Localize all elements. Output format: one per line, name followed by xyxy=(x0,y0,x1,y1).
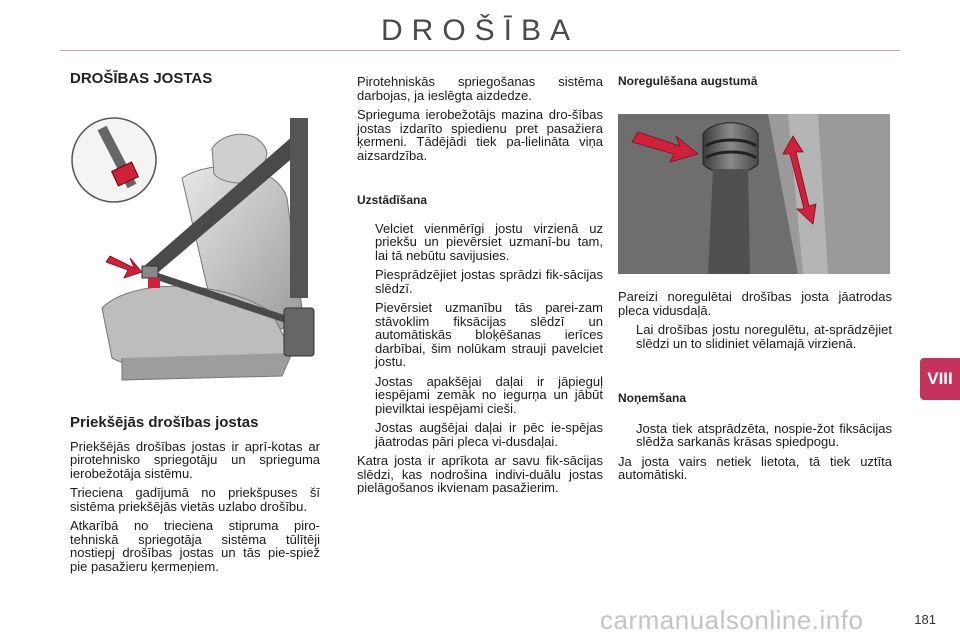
paragraph: Trieciena gadījumā no priekšpuses šī sistēma priekšējās vietās uzlabo drošību. xyxy=(70,485,320,514)
list-item: Piesprādzējiet jostas sprādzi fik-sācijas slēdzī. xyxy=(375,267,603,296)
middle-column xyxy=(357,75,603,501)
watermark: carmanualsonline.info xyxy=(600,605,864,635)
heading-height-adjustment: Noregulēšana augstumā xyxy=(618,74,758,88)
right-column-text xyxy=(618,290,892,488)
page-number: 181 xyxy=(914,612,936,627)
chapter-tab[interactable]: VIII xyxy=(920,358,960,400)
section-title: DROŠĪBAS JOSTAS xyxy=(70,70,213,87)
seat-illustration xyxy=(62,108,332,408)
paragraph: Priekšējās drošības jostas ir aprī-kotas ar pirotehnisko spriegotāju un sprieguma ierobežotāja sistēmu. xyxy=(70,438,320,481)
heading-removal: Noņemšana xyxy=(618,391,687,405)
paragraph: Ja josta vairs netiek lietota, tā tiek uztīta automātiski. xyxy=(618,453,892,482)
list-item: Lai drošības jostu noregulētu, at-sprādzējiet slēdzi un to slidiniet vēlamajā virzienā. xyxy=(636,322,892,351)
list-item: Velciet vienmērīgi jostu virzienā uz priekšu un pievērsiet uzmanī-bu tam, lai tā nebūtu savijusies. xyxy=(375,220,603,263)
page-title: DROŠĪBA xyxy=(380,14,580,47)
right-column-top xyxy=(618,75,892,89)
installation-list xyxy=(357,222,603,449)
list-item: Jostas augšējai daļai ir pēc ie-spējas jāatrodas pāri pleca vi-dusdaļai. xyxy=(375,420,603,449)
paragraph: Katra josta ir aprīkota ar savu fik-sācijas slēdzi, kas nodrošina indivi-duālu jostas pielāgošanos ikvienam pasažierim. xyxy=(357,453,603,495)
list-item: Josta tiek atsprādzēta, nospie-žot fiksācijas slēdža sarkanās krāsas spiedpogu. xyxy=(636,420,892,449)
paragraph: Pirotehniskās spriegošanas sistēma darbojas, ja ieslēgta aizdedze. xyxy=(357,74,603,103)
paragraph: Pareizi noregulētai drošības josta jāatrodas pleca vidusdaļā. xyxy=(618,289,892,318)
height-adjustment-list xyxy=(618,323,892,350)
list-item: Pievērsiet uzmanību tās parei-zam stāvoklim fiksācijas slēdzī un automātiskās bloķēšanas ierīces darbībai, šim nolūkam strauji pavelciet jostu. xyxy=(375,300,603,369)
title-divider xyxy=(60,50,900,51)
removal-list xyxy=(618,422,892,449)
paragraph: Sprieguma ierobežotājs mazina dro-šības jostas izdarīto spiedienu pret pasažiera ķermeni. Tādējādi tiek pa-lielināta viņa aizsardzība. xyxy=(357,107,603,163)
subheading-installation: Uzstādīšana xyxy=(357,193,428,207)
left-column-text xyxy=(70,416,320,579)
subsection-title: Priekšējās drošības jostas xyxy=(70,414,259,431)
height-adjustment-illustration xyxy=(618,114,890,274)
left-column xyxy=(70,72,320,86)
paragraph: Atkarībā no trieciena stipruma piro-tehniskā spriegotāja sistēma tūlītēji nostiepj drošības jostas un tās pie-spiež pie pasažieru ķermeņiem. xyxy=(70,518,320,574)
list-item: Jostas apakšējai daļai ir jāpieguļ iespējami zemāk no iegurņa un jābūt pievilktai iespējami cieši. xyxy=(375,373,603,416)
